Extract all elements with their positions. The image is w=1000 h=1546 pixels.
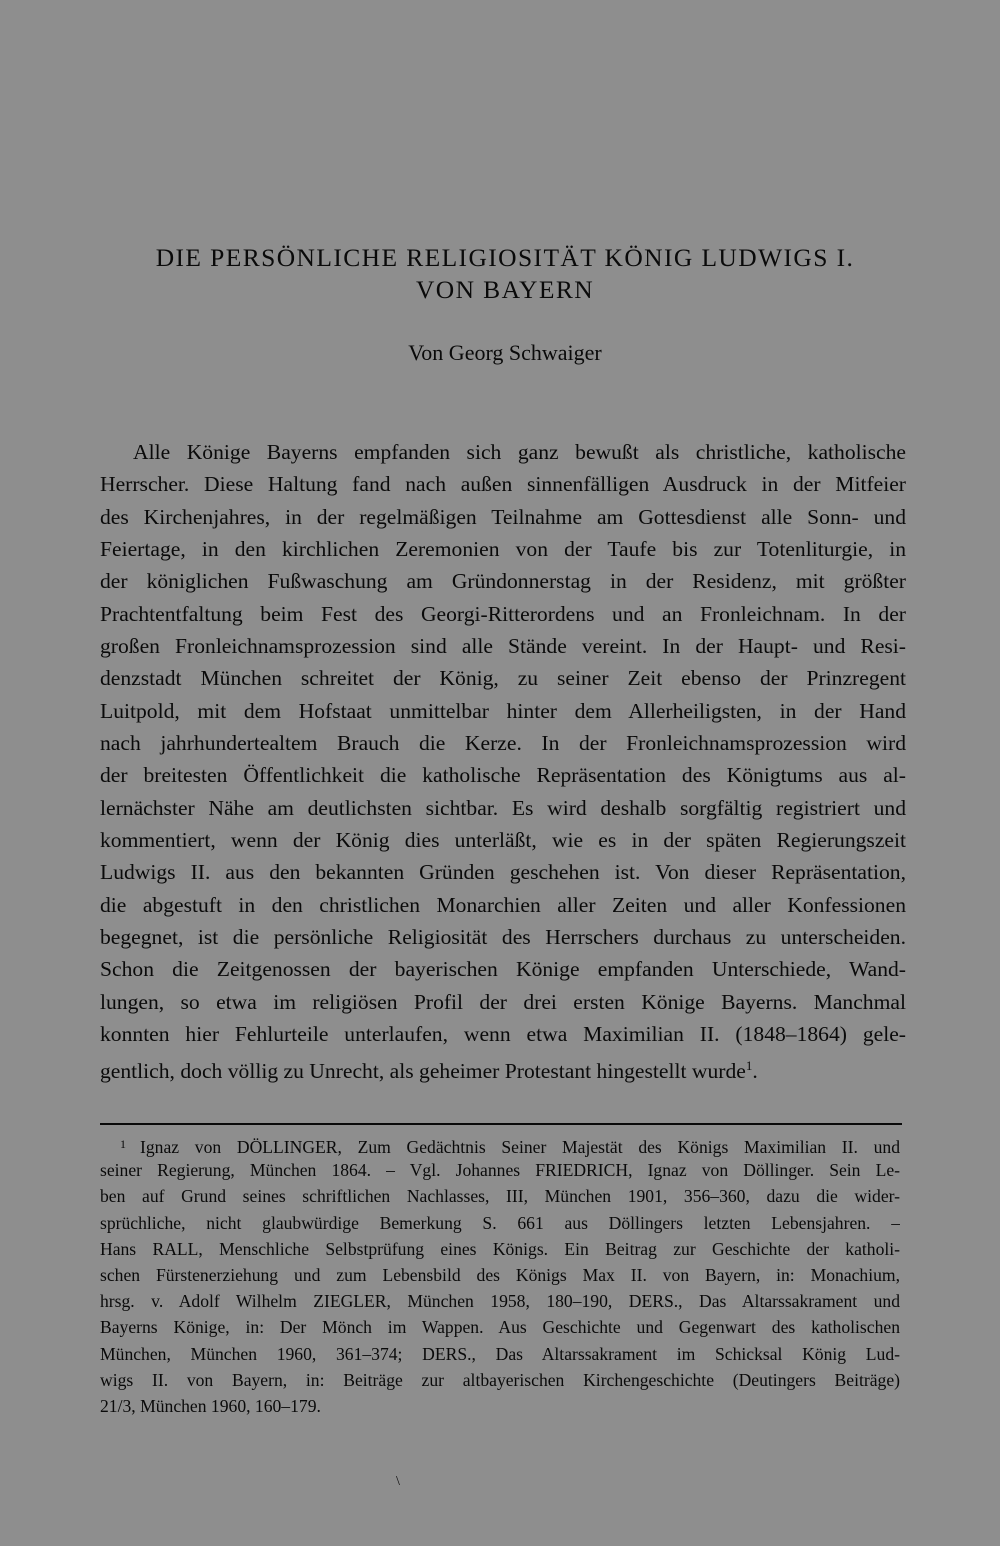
footnote — [100, 1131, 900, 1419]
body-line: begegnet, ist die persönliche Religiosität des Herrschers durchaus zu unterscheiden. — [100, 924, 906, 949]
footnote-line-text: Ignaz von DÖLLINGER, Zum Gedächtnis Seiner Majestät des Königs Maximilian II. und — [140, 1137, 900, 1157]
body-line: großen Fronleichnamsprozession sind alle Stände vereint. In der Haupt- und Resi- — [100, 633, 906, 658]
footnote-divider — [100, 1123, 902, 1125]
body-line: konnten hier Fehlurteile unterlaufen, wenn etwa Maximilian II. (1848–1864) gele- — [100, 1021, 906, 1046]
body-line: Herrscher. Diese Haltung fand nach außen sinnenfälligen Ausdruck in der Mitfeier — [100, 472, 906, 497]
footnote-line: München, München 1960, 361–374; DERS., Das Altarssakrament im Schicksal König Lud- — [100, 1343, 900, 1364]
footnote-line: 21/3, München 1960, 160–179. — [100, 1395, 321, 1416]
author-byline: Von Georg Schwaiger — [408, 340, 602, 365]
footnote-line: Bayerns Könige, in: Der Mönch im Wappen. Aus Geschichte und Gegenwart des katholischen — [100, 1317, 900, 1338]
footnote-line: wigs II. von Bayern, in: Beiträge zur altbayerischen Kirchengeschichte (Deutingers Beiträge) — [100, 1369, 900, 1390]
footnote-line: schen Fürstenerziehung und zum Lebensbild des Königs Max II. von Bayern, in: Monachium, — [100, 1264, 900, 1285]
body-line: Alle Könige Bayerns empfanden sich ganz bewußt als christliche, katholische — [133, 440, 906, 464]
footnote-line: sprüchliche, nicht glaubwürdige Bemerkung S. 661 aus Döllingers letzten Lebensjahren. – — [100, 1212, 900, 1233]
body-line: lernächster Nähe am deutlichsten sichtbar. Es wird deshalb sorgfältig registriert und — [100, 795, 906, 820]
body-line: Ludwigs II. aus den bekannten Gründen geschehen ist. Von dieser Repräsentation, — [100, 860, 906, 885]
chapter-title-line-2: VON BAYERN — [415, 275, 595, 304]
body-line: Prachtentfaltung beim Fest des Georgi-Ritterordens und an Fronleichnam. In der — [100, 601, 906, 626]
body-line: kommentiert, wenn der König dies unterläßt, wie es in der späten Regierungszeit — [100, 827, 906, 852]
body-line: der königlichen Fußwaschung am Gründonnerstag in der Residenz, mit größter — [100, 569, 906, 594]
body-last-period: . — [752, 1059, 758, 1083]
body-line: Luitpold, mit dem Hofstaat unmittelbar hinter dem Allerheiligsten, in der Hand — [100, 698, 906, 723]
footnote-line: seiner Regierung, München 1864. – Vgl. Johannes FRIEDRICH, Ignaz von Döllinger. Sein Le- — [100, 1160, 900, 1181]
body-line: Feiertage, in den kirchlichen Zeremonien von der Taufe bis zur Totenliturgie, in — [100, 536, 906, 561]
footnote-line: ben auf Grund seines schriftlichen Nachlasses, III, München 1901, 356–360, dazu die wider- — [100, 1186, 900, 1207]
body-line: lungen, so etwa im religiösen Profil der drei ersten Könige Bayerns. Manchmal — [100, 989, 906, 1014]
body-line: Schon die Zeitgenossen der bayerischen Könige empfanden Unterschiede, Wand- — [100, 957, 906, 982]
body-line: der breitesten Öffentlichkeit die katholische Repräsentation des Königtums aus al- — [100, 763, 906, 788]
body-line: des Kirchenjahres, in der regelmäßigen Teilnahme am Gottesdienst alle Sonn- und — [100, 504, 906, 529]
body-line: nach jahrhundertealtem Brauch die Kerze. In der Fronleichnamsprozession wird — [100, 730, 906, 755]
chapter-title-line-1: DIE PERSÖNLICHE RELIGIOSITÄT KÖNIG LUDWIGS I. — [155, 243, 855, 272]
footnote-line — [100, 1131, 900, 1157]
body-line-last — [100, 1050, 906, 1082]
body-last-text: gentlich, doch völlig zu Unrecht, als geheimer Protestant hingestellt wurde — [100, 1059, 746, 1083]
bottom-mark: \ — [396, 1474, 400, 1489]
body-line: denzstadt München schreitet der König, zu seiner Zeit ebenso der Prinzregent — [100, 666, 906, 691]
body-paragraph — [100, 436, 906, 1083]
footnote-reference[interactable]: 1 — [745, 1058, 753, 1074]
footnote-line: Hans RALL, Menschliche Selbstprüfung eines Königs. Ein Beitrag zur Geschichte der katholi- — [100, 1238, 900, 1259]
body-line: die abgestuft in den christlichen Monarchien aller Zeiten und aller Konfessionen — [100, 892, 906, 917]
footnote-number: 1 — [120, 1137, 126, 1151]
footnote-line: hrsg. v. Adolf Wilhelm ZIEGLER, München 1958, 180–190, DERS., Das Altarssakrament und — [100, 1291, 900, 1312]
